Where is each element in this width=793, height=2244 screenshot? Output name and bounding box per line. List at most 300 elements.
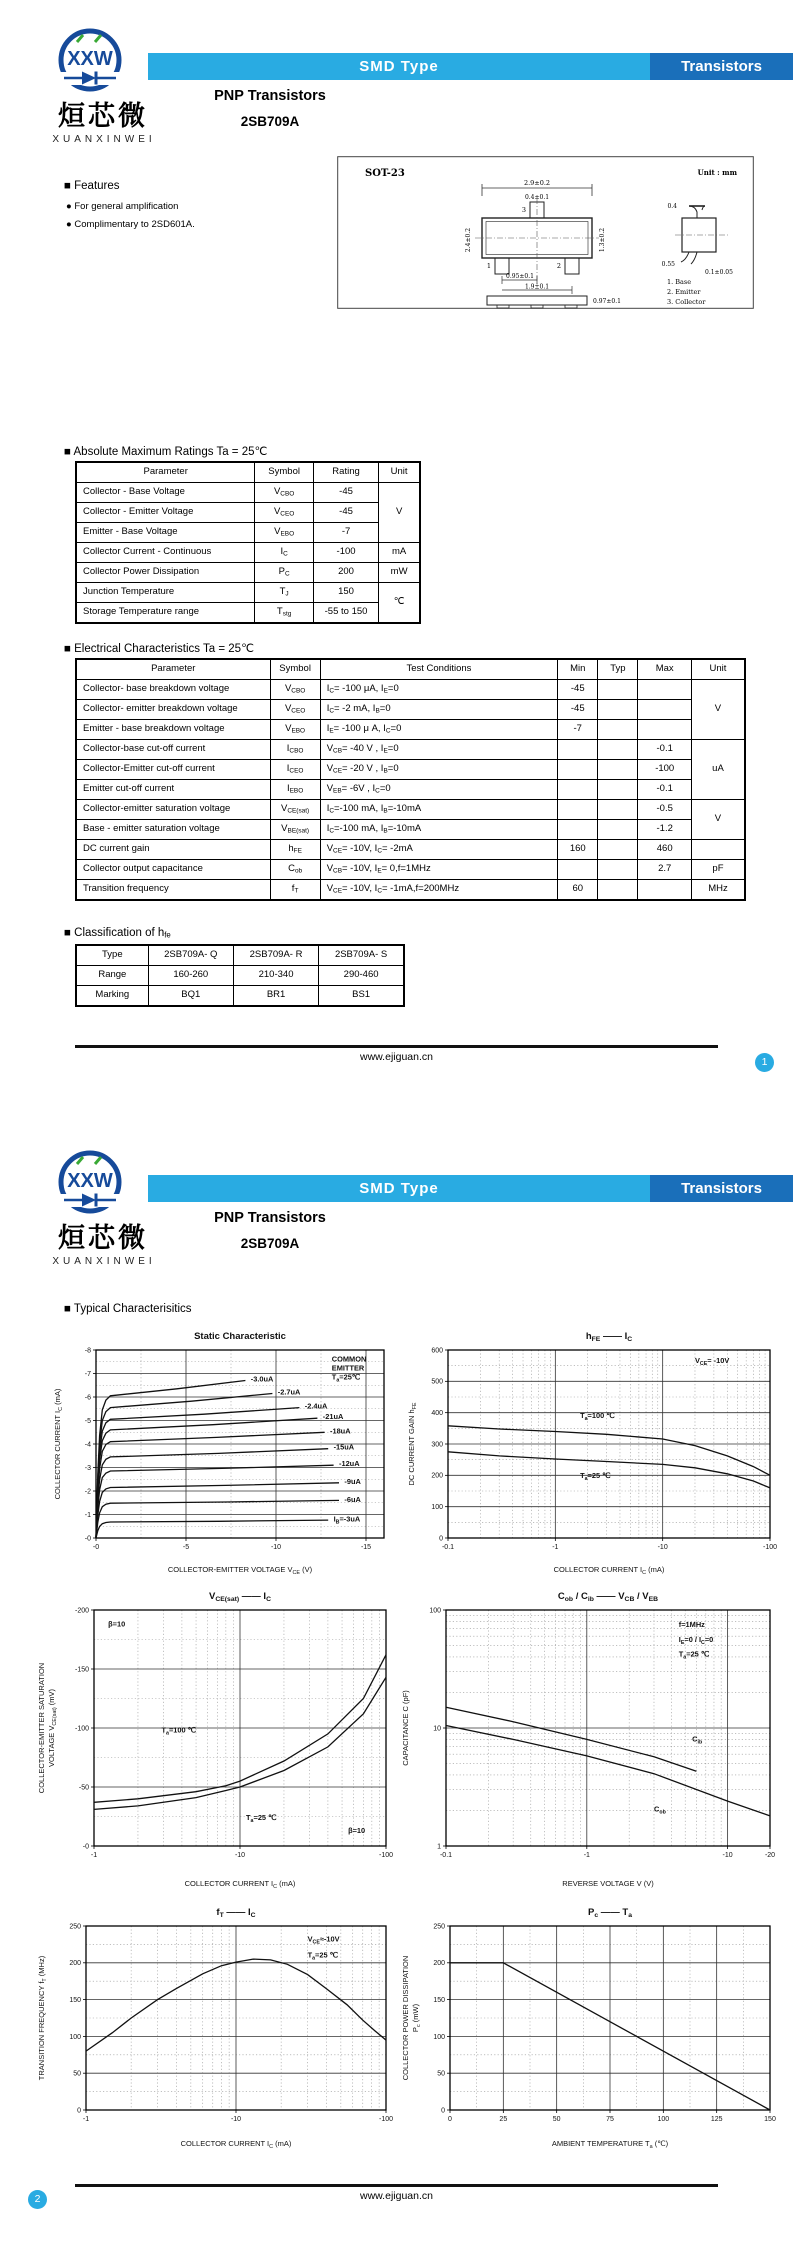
dim-front-height: 0.97±0.1	[593, 298, 621, 305]
svg-text:600: 600	[431, 1347, 443, 1355]
svg-text:-100: -100	[762, 1544, 778, 1551]
brand-name-en: XUANXINWEI	[52, 1256, 156, 1267]
chart-cob-cib	[398, 1586, 786, 1892]
svg-text:COLLECTOR CURRENT IC (mA): COLLECTOR CURRENT $I_C$ (mA)	[553, 1565, 665, 1576]
svg-text:Pc (mW): $P_c$ (mW)	[411, 2003, 422, 2033]
table-row	[76, 483, 420, 503]
chart-pc-ta	[398, 1902, 786, 2152]
svg-text:-50: -50	[78, 1784, 89, 1792]
svg-text:-3.0uA: -3.0uA	[250, 1374, 274, 1384]
table-row	[76, 945, 404, 966]
svg-text:-5: -5	[84, 1417, 91, 1425]
table-cell: $V_{EB}= -6V$ , $I_C=0$	[320, 780, 558, 800]
table-cell	[558, 760, 598, 780]
table-cell: $P_C$	[255, 563, 313, 583]
table-cell	[598, 880, 638, 901]
table-cell: $V_{CE}= -10V$, $I_C= -2mA$	[320, 840, 558, 860]
svg-text:150: 150	[764, 2116, 776, 2123]
svg-text:100: 100	[69, 2033, 81, 2041]
table-cell: Range	[76, 966, 148, 986]
svg-text:-0: -0	[82, 1843, 89, 1851]
chart-grid	[94, 1610, 386, 1846]
table-row	[76, 563, 420, 583]
typical-characteristics-heading: ■ Typical Characterisitics	[64, 1303, 192, 1315]
table-cell	[598, 720, 638, 740]
svg-text:-6uA: -6uA	[344, 1495, 361, 1505]
table-cell: Collector Current - Continuous	[76, 543, 255, 563]
table-cell	[598, 700, 638, 720]
svg-text:250: 250	[69, 1923, 81, 1931]
series-line	[96, 1408, 299, 1538]
table-cell: 2SB709A- S	[319, 945, 404, 966]
table-cell: Collector- emitter breakdown voltage	[76, 700, 270, 720]
classification-table-host	[75, 944, 405, 1007]
footer-url: www.ejiguan.cn	[360, 2190, 433, 2202]
svg-text:-1: -1	[84, 1511, 91, 1519]
table-cell	[598, 760, 638, 780]
svg-text:REVERSE VOLTAGE V (V): REVERSE VOLTAGE V (V)	[562, 1879, 654, 1888]
part-number: 2SB709A	[240, 114, 300, 129]
dim-standoff: 0.55	[661, 261, 675, 268]
svg-text:100: 100	[657, 2116, 670, 2123]
table-cell	[638, 680, 692, 700]
table-header-row	[76, 659, 745, 680]
features-heading: ■ Features	[64, 180, 120, 192]
svg-text:COLLECTOR CURRENT IC (mA): COLLECTOR CURRENT $I_C$ (mA)	[180, 2139, 292, 2150]
hfe-classification-table	[75, 944, 405, 1007]
table-cell: DC current gain	[76, 840, 270, 860]
table-cell: $f_T$	[270, 880, 320, 901]
header-smd-type: SMD Type	[148, 53, 650, 80]
svg-text:-2.4uA: -2.4uA	[304, 1401, 328, 1411]
table-row	[76, 740, 745, 760]
svg-text:Ta=100 ℃: $T_a=100$ ℃	[161, 1725, 196, 1737]
svg-text:25: 25	[499, 2116, 508, 2123]
svg-text:TRANSITION FREQUENCY fT (M: TRANSITION FREQUENCY $f_T$ (MHz)	[37, 1955, 48, 2081]
column-header: Parameter	[76, 659, 270, 680]
table-cell: 2SB709A- Q	[148, 945, 233, 966]
svg-text:100: 100	[431, 1504, 443, 1512]
svg-text:-200: -200	[74, 1607, 89, 1615]
table-row	[76, 780, 745, 800]
column-header: Symbol	[255, 462, 313, 483]
package-drawing	[337, 156, 754, 309]
dim-lead-thickness: 0.4	[667, 203, 677, 210]
table-cell: uA	[691, 740, 745, 800]
svg-text:-10: -10	[230, 2116, 242, 2123]
series-line	[96, 1500, 339, 1538]
table-cell: -45	[558, 700, 598, 720]
page-number-badge: 2	[28, 2190, 47, 2209]
svg-text:250: 250	[433, 1923, 445, 1931]
svg-text:AMBIENT TEMPERATURE Ta (℃): AMBIENT TEMPERATURE $T_a$ (℃)	[551, 2139, 669, 2150]
table-cell	[558, 860, 598, 880]
header-transistors: Transistors	[650, 1175, 793, 1202]
dim-height: 2.4±0.2	[465, 227, 472, 253]
svg-text:VCE(sat) —— IC: $V_{CE(sat)}$ —— $I_C$	[209, 1591, 271, 1603]
svg-text:VCE= -10V: $V_{CE}= -10V$	[694, 1356, 730, 1368]
brand-name-en: XUANXINWEI	[52, 134, 156, 145]
svg-text:200: 200	[433, 1960, 445, 1968]
column-header: Unit	[379, 462, 420, 483]
abs-max-table-host	[75, 461, 421, 624]
svg-text:-3: -3	[84, 1464, 91, 1472]
table-cell: $I_C=-100$ mA, $I_B=-10mA$	[320, 820, 558, 840]
table-cell	[638, 700, 692, 720]
table-cell: mW	[379, 563, 420, 583]
svg-text:-2: -2	[84, 1488, 91, 1496]
svg-text:β=10: β=10	[348, 1825, 366, 1835]
svg-text:150: 150	[433, 1997, 445, 2004]
table-cell: V	[379, 483, 420, 543]
brand-name-cn: 烜芯微	[58, 101, 148, 131]
svg-text:-1: -1	[583, 1852, 590, 1859]
svg-text:-100: -100	[378, 2116, 394, 2123]
table-cell: $V_{EBO}$	[255, 523, 313, 543]
pin-number-2: 2	[556, 262, 561, 270]
dim-pitch: 0.95±0.1	[506, 273, 534, 280]
table-cell: Collector - Emitter Voltage	[76, 503, 255, 523]
svg-text:-15uA: -15uA	[333, 1442, 355, 1452]
svg-text:50: 50	[437, 2070, 445, 2078]
svg-text:-10: -10	[722, 1852, 733, 1859]
table-row	[76, 820, 745, 840]
table-cell: $T_{stg}$	[255, 603, 313, 624]
table-cell: ℃	[379, 583, 420, 624]
table-cell: BR1	[233, 986, 318, 1007]
table-cell: 460	[638, 840, 692, 860]
table-row	[76, 680, 745, 700]
table-row	[76, 800, 745, 820]
table-cell	[638, 880, 692, 901]
table-cell: 200	[313, 563, 378, 583]
svg-text:-1: -1	[90, 1852, 98, 1859]
svg-text:VOLTAGE VCE(sat) (mV): VOLTAGE $V_{CE(sat)}$ (mV)	[47, 1688, 58, 1768]
table-cell: 160-260	[148, 966, 233, 986]
svg-text:-1: -1	[82, 2116, 90, 2123]
svg-text:-6: -6	[84, 1394, 91, 1402]
dim-span: 1.9±0.1	[524, 283, 550, 291]
svg-text:Pc —— Ta: $P_c$ —— $T_a$	[588, 1907, 632, 1919]
svg-text:0: 0	[441, 2107, 445, 2115]
table-cell	[598, 780, 638, 800]
table-cell: Collector-Emitter cut-off current	[76, 760, 270, 780]
table-row	[76, 543, 420, 563]
svg-text:Ta=25 ℃: $T_a=25$ ℃	[246, 1812, 277, 1824]
table-cell: Emitter - base breakdown voltage	[76, 720, 270, 740]
table-cell: $I_E= -100$ μ A, $I_C=0$	[320, 720, 558, 740]
svg-text:150: 150	[69, 1997, 81, 2004]
table-cell: Collector-emitter saturation voltage	[76, 800, 270, 820]
table-cell: $V_{CB}= -40$ V , $I_E=0$	[320, 740, 558, 760]
table-cell: MHz	[691, 880, 745, 901]
table-cell: mA	[379, 543, 420, 563]
table-cell: $I_{CEO}$	[270, 760, 320, 780]
svg-text:-100: -100	[378, 1852, 394, 1859]
page-title: PNP Transistors	[214, 88, 326, 104]
chart-grid	[446, 1610, 770, 1846]
table-cell: -7	[313, 523, 378, 543]
column-header: Symbol	[270, 659, 320, 680]
datasheet-page-2	[0, 1122, 793, 2244]
table-cell: $V_{CE}= -20$ V , $I_B=0$	[320, 760, 558, 780]
column-header: Test Conditions	[320, 659, 558, 680]
classification-heading: ■ Classification of $h_{fe}$	[64, 927, 171, 940]
svg-text:-10: -10	[270, 1544, 282, 1551]
svg-text:Ta=25 ℃: $T_a=25$ ℃	[678, 1649, 710, 1661]
svg-text:100: 100	[429, 1607, 441, 1615]
table-row	[76, 523, 420, 543]
table-row	[76, 603, 420, 624]
table-cell	[558, 780, 598, 800]
svg-text:-0: -0	[84, 1535, 91, 1543]
svg-text:Cob: $C_{ob}$	[653, 1804, 666, 1816]
chart-grid	[448, 1350, 770, 1538]
dim-width: 2.9±0.2	[523, 179, 551, 187]
chart-vcesat-ic	[34, 1586, 398, 1892]
svg-text:CAPACITANCE C (pF): CAPACITANCE C (pF)	[401, 1690, 410, 1766]
table-row	[76, 966, 404, 986]
svg-text:-100: -100	[74, 1725, 89, 1733]
svg-text:β=10: β=10	[108, 1619, 126, 1629]
table-cell: -100	[638, 760, 692, 780]
table-cell: -45	[313, 503, 378, 523]
svg-text:Ta=25 ℃: $T_a=25$ ℃	[307, 1950, 338, 1962]
svg-text:Ta=25℃: $T_a=25℃$	[331, 1372, 361, 1384]
svg-text:-1: -1	[552, 1544, 559, 1551]
table-cell: BQ1	[148, 986, 233, 1007]
column-header: Min	[558, 659, 598, 680]
svg-text:COLLECTOR-EMITTER VOLTAGE VC: COLLECTOR-EMITTER VOLTAGE $V_{CE}$ (V)	[167, 1565, 313, 1576]
svg-text:-18uA: -18uA	[330, 1426, 351, 1436]
svg-text:fT —— IC: $f_T$ —— $I_C$	[216, 1907, 256, 1919]
svg-text:-0.1: -0.1	[441, 1544, 455, 1551]
svg-text:IB=-3uA: $I_B=-3uA$	[333, 1514, 361, 1526]
svg-text:EMITTER: EMITTER	[331, 1363, 365, 1373]
table-cell: V	[691, 680, 745, 740]
column-header: Parameter	[76, 462, 255, 483]
table-cell: 2SB709A- R	[233, 945, 318, 966]
table-cell: $V_{CEO}$	[270, 700, 320, 720]
table-row	[76, 503, 420, 523]
table-cell: Storage Temperature range	[76, 603, 255, 624]
table-cell: 290-460	[319, 966, 404, 986]
table-cell: -45	[558, 680, 598, 700]
table-cell: $I_C=-100$ mA, $I_B=-10mA$	[320, 800, 558, 820]
svg-text:COLLECTOR POWER DISSIPATION: COLLECTOR POWER DISSIPATION	[401, 1955, 410, 2081]
table-row	[76, 880, 745, 901]
svg-text:-10: -10	[234, 1852, 246, 1859]
table-cell	[558, 740, 598, 760]
svg-text:f=1MHz: f=1MHz	[678, 1619, 705, 1629]
table-cell: $V_{CEO}$	[255, 503, 313, 523]
pin-legend-collector: 3. Collector	[667, 298, 706, 306]
header-transistors: Transistors	[650, 53, 793, 80]
table-cell: -1.2	[638, 820, 692, 840]
table-cell: BS1	[319, 986, 404, 1007]
table-cell: $I_C= -2$ mA, $I_B=0$	[320, 700, 558, 720]
chart-grid	[450, 1926, 770, 2110]
table-cell: $V_{CE(sat)}$	[270, 800, 320, 820]
svg-text:-9uA: -9uA	[344, 1476, 361, 1486]
svg-text:DC CURRENT GAIN hFE: DC CURRENT GAIN $h_{FE}$	[407, 1402, 418, 1486]
table-cell	[598, 680, 638, 700]
table-cell: -100	[313, 543, 378, 563]
table-cell: V	[691, 800, 745, 840]
dim-lead-gap: 0.1±0.05	[705, 269, 733, 276]
chart-ft-ic	[34, 1902, 398, 2152]
table-cell: 2.7	[638, 860, 692, 880]
feature-item: ● For general amplification	[66, 201, 179, 212]
svg-text:-20: -20	[764, 1852, 776, 1859]
table-cell: $T_J$	[255, 583, 313, 603]
elec-char-heading: ■ Electrical Characteristics Ta = 25℃	[64, 643, 254, 655]
table-cell	[598, 740, 638, 760]
svg-text:Cib: $C_{ib}$	[692, 1734, 703, 1746]
table-cell: Emitter cut-off current	[76, 780, 270, 800]
table-cell: $I_C$	[255, 543, 313, 563]
svg-text:-150: -150	[74, 1666, 89, 1674]
table-cell: Emitter - Base Voltage	[76, 523, 255, 543]
charts-layer	[0, 1122, 793, 2244]
column-header: Max	[638, 659, 692, 680]
table-cell: $h_{FE}$	[270, 840, 320, 860]
svg-text:1: 1	[437, 1843, 441, 1851]
svg-text:200: 200	[431, 1472, 443, 1480]
footer-divider	[75, 2184, 718, 2187]
svg-text:-0: -0	[92, 1544, 100, 1551]
elec-char-table-host	[75, 658, 746, 901]
abs-max-heading: ■ Absolute Maximum Ratings Ta = 25℃	[64, 446, 268, 458]
svg-text:-7: -7	[84, 1370, 91, 1378]
pin-legend-base: 1. Base	[667, 278, 692, 286]
table-cell: Transition frequency	[76, 880, 270, 901]
svg-text:COLLECTOR-EMITTER SATURATION: COLLECTOR-EMITTER SATURATION	[37, 1662, 46, 1794]
svg-text:VCE≈-10V: $V_{CE}\approx-10V$	[307, 1934, 340, 1946]
footer-url: www.ejiguan.cn	[360, 1051, 433, 1063]
table-cell: 210-340	[233, 966, 318, 986]
table-cell	[598, 820, 638, 840]
table-cell: -0.5	[638, 800, 692, 820]
svg-text:hFE —— IC: $h_{FE}$ —— $I_C$	[585, 1331, 633, 1343]
feature-item: ● Complimentary to 2SD601A.	[66, 219, 195, 230]
table-cell: Collector output capacitance	[76, 860, 270, 880]
table-row	[76, 986, 404, 1007]
column-header: Typ	[598, 659, 638, 680]
svg-text:Ta=25 ℃: $T_a=25$ ℃	[580, 1471, 611, 1483]
table-cell: 150	[313, 583, 378, 603]
page-title: PNP Transistors	[214, 1210, 326, 1226]
svg-text:300: 300	[431, 1441, 443, 1449]
header-smd-type: SMD Type	[148, 1175, 650, 1202]
table-cell	[691, 840, 745, 860]
table-cell: Junction Temperature	[76, 583, 255, 603]
table-cell: $V_{EBO}$	[270, 720, 320, 740]
table-cell: Collector - Base Voltage	[76, 483, 255, 503]
table-row	[76, 720, 745, 740]
svg-text:0: 0	[448, 2116, 452, 2123]
svg-text:-10: -10	[657, 1544, 668, 1551]
svg-text:10: 10	[433, 1725, 441, 1733]
svg-text:COLLECTOR CURRENT IC (mA): COLLECTOR CURRENT $I_C$ (mA)	[53, 1388, 64, 1500]
table-cell: $V_{CBO}$	[270, 680, 320, 700]
dim-body-height: 1.3±0.2	[599, 227, 606, 253]
table-cell: -7	[558, 720, 598, 740]
table-cell: Marking	[76, 986, 148, 1007]
logo-letters: XXW	[67, 1170, 113, 1192]
svg-text:100: 100	[433, 2033, 445, 2041]
table-cell: $C_{ob}$	[270, 860, 320, 880]
table-cell: Type	[76, 945, 148, 966]
svg-text:Static Characteristic: Static Characteristic	[194, 1331, 286, 1342]
table-row	[76, 860, 745, 880]
series-line	[96, 1449, 328, 1538]
chart-static-characteristic	[50, 1326, 398, 1578]
logo-letters: XXW	[67, 48, 113, 70]
table-cell: -45	[313, 483, 378, 503]
part-number: 2SB709A	[240, 1236, 300, 1251]
table-cell: 160	[558, 840, 598, 860]
chart-hfe-ic	[404, 1326, 786, 1578]
table-cell: -0.1	[638, 740, 692, 760]
svg-text:Ta=100 ℃: $T_a=100$ ℃	[580, 1411, 615, 1422]
table-cell: $I_C= -100$ μA, $I_E=0$	[320, 680, 558, 700]
svg-text:0: 0	[77, 2107, 81, 2115]
series-line	[96, 1520, 328, 1538]
svg-text:125: 125	[710, 2116, 723, 2123]
svg-text:-4: -4	[84, 1441, 91, 1449]
svg-text:50: 50	[552, 2116, 561, 2123]
table-cell	[598, 840, 638, 860]
table-cell: $V_{CBO}$	[255, 483, 313, 503]
svg-text:500: 500	[431, 1378, 443, 1386]
svg-text:0: 0	[439, 1535, 443, 1543]
svg-text:COMMON: COMMON	[331, 1354, 367, 1364]
logo-green-accent	[95, 35, 101, 42]
table-cell: 60	[558, 880, 598, 901]
column-header: Rating	[313, 462, 378, 483]
pin-legend-emitter: 2. Emitter	[667, 288, 701, 296]
pin-number-1: 1	[486, 262, 491, 270]
table-cell: Collector Power Dissipation	[76, 563, 255, 583]
table-row	[76, 760, 745, 780]
absolute-maximum-ratings-table	[75, 461, 421, 624]
pin-number-3: 3	[521, 206, 526, 214]
table-cell: pF	[691, 860, 745, 880]
svg-text:-8: -8	[84, 1347, 91, 1355]
svg-text:50: 50	[73, 2070, 81, 2078]
svg-text:-15: -15	[360, 1544, 372, 1551]
svg-text:-2.7uA: -2.7uA	[277, 1387, 301, 1397]
package-unit: Unit : mm	[697, 168, 737, 177]
svg-text:Cob / Cib —— VCB / VEB: $C_{ob} / C_{ib}$ —— $V_{CB} / V_{EB}$	[557, 1591, 659, 1603]
column-header: Unit	[691, 659, 745, 680]
table-row	[76, 700, 745, 720]
table-cell: $V_{CE}= -10V$, $I_C= -1mA,f=200MHz$	[320, 880, 558, 901]
series-line	[448, 1426, 770, 1476]
table-cell: $I_{EBO}$	[270, 780, 320, 800]
brand-name-cn: 烜芯微	[58, 1223, 148, 1253]
table-cell: $V_{BE(sat)}$	[270, 820, 320, 840]
footer-divider	[75, 1045, 718, 1048]
svg-text:-12uA: -12uA	[339, 1459, 360, 1469]
table-cell: $I_{CBO}$	[270, 740, 320, 760]
series-line	[448, 1452, 770, 1488]
package-name: SOT-23	[365, 168, 405, 179]
svg-text:75: 75	[606, 2116, 614, 2123]
table-cell: -0.1	[638, 780, 692, 800]
svg-text:COLLECTOR CURRENT IC (mA): COLLECTOR CURRENT $I_C$ (mA)	[184, 1879, 296, 1890]
